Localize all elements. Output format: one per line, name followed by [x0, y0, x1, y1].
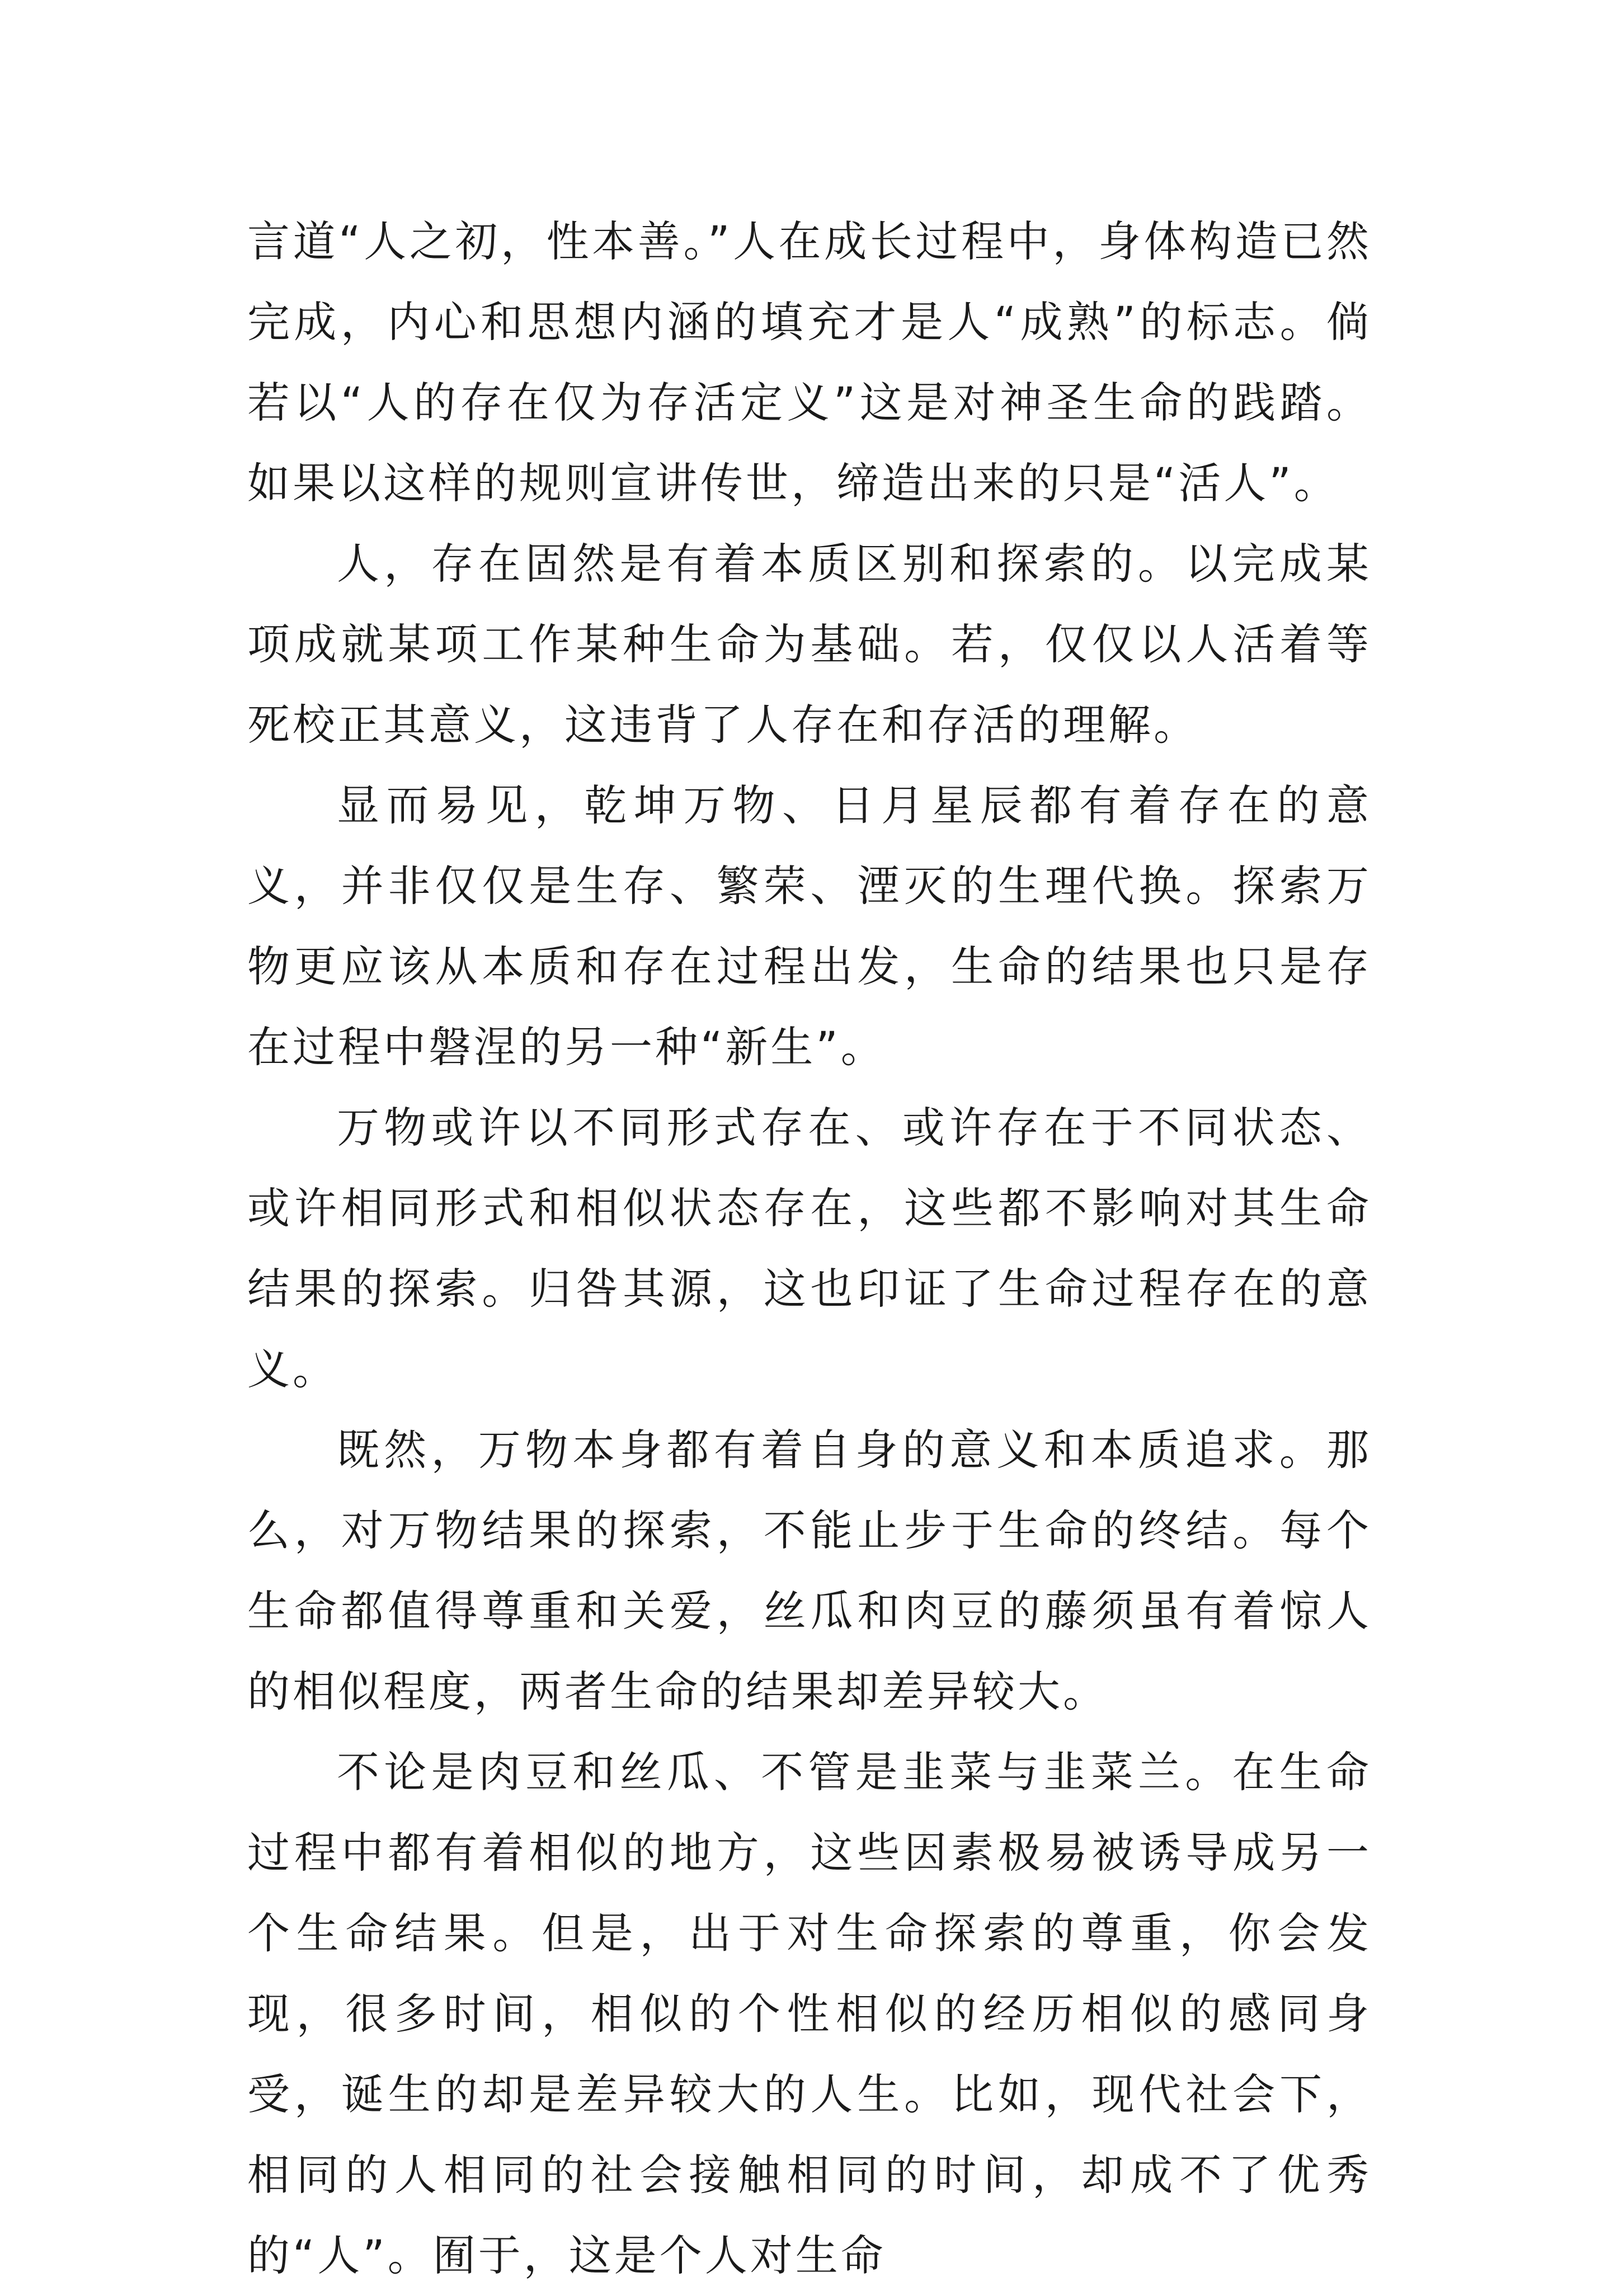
- paragraph-5: 既然，万物本身都有着自身的意义和本质追求。那么，对万物结果的探索，不能止步于生命的终结。每个生命都值得尊重和关爱，丝瓜和肉豆的藤须虽有着惊人的相似程度，两者生命的结果却差异较大。: [247, 1425, 1372, 1716]
- paragraph-4: 万物或许以不同形式存在、或许存在于不同状态、或许相同形式和相似状态存在，这些都不影响对其生命结果的探索。归咎其源，这也印证了生命过程存在的意义。: [247, 1103, 1372, 1394]
- paragraph-2: 人，存在固然是有着本质区别和探索的。以完成某项成就某项工作某种生命为基础。若，仅仅以人活着等死校正其意义，这违背了人存在和存活的理解。: [247, 539, 1372, 750]
- document-body: [247, 201, 1372, 2296]
- paragraph-6: 不论是肉豆和丝瓜、不管是韭菜与韭菜兰。在生命过程中都有着相似的地方，这些因素极易被诱导成另一个生命结果。但是，出于对生命探索的尊重，你会发现，很多时间，相似的个性相似的经历相似的感同身受，诞生的却是差异较大的人生。比如，现代社会下，相同的人相同的社会接触相同的时间，却成不了优秀的“人”。囿于，这是个人对生命: [247, 1747, 1372, 2280]
- paragraph-1: 言道“人之初，性本善。”人在成长过程中，身体构造已然完成，内心和思想内涵的填充才是人“成熟”的标志。倘若以“人的存在仅为存活定义”这是对神圣生命的践踏。如果以这样的规则宣讲传世，缔造出来的只是“活人”。: [247, 217, 1372, 508]
- paragraph-3: 显而易见，乾坤万物、日月星辰都有着存在的意义，并非仅仅是生存、繁荣、湮灭的生理代换。探索万物更应该从本质和存在过程出发，生命的结果也只是存在过程中磐涅的另一种“新生”。: [247, 780, 1372, 1072]
